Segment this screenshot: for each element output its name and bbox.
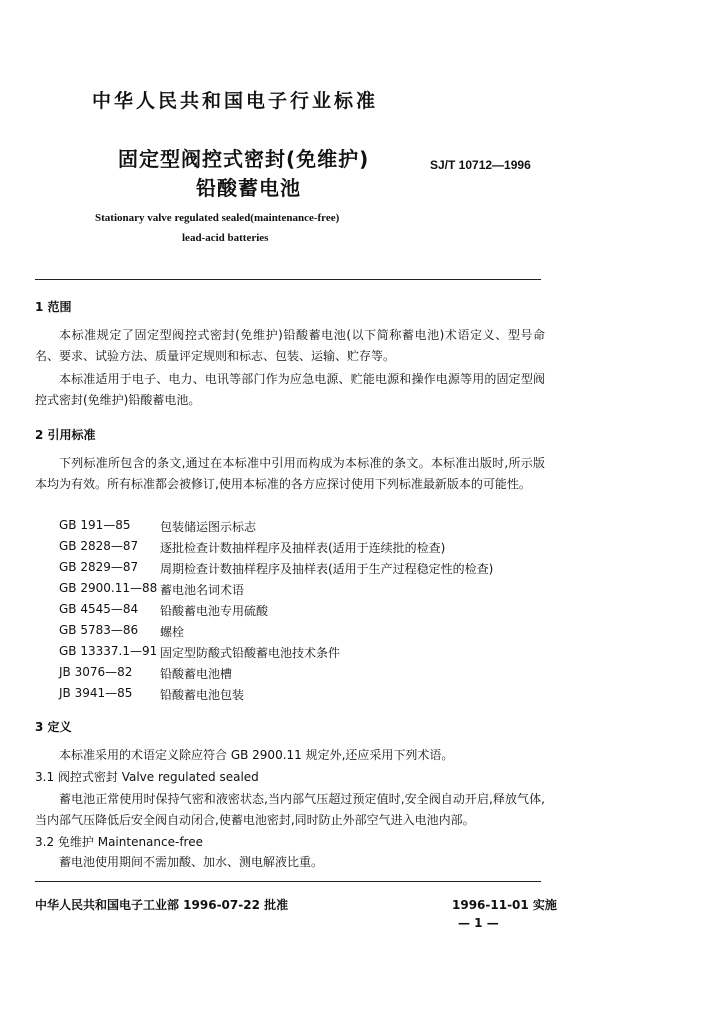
- section-1-para-1: 本标准规定了固定型阀控式密封(免维护)铅酸蓄电池(以下简称蓄电池)术语定义、型号命名、要求、试验方法、质量评定规则和标志、包装、运输、贮存等。: [35, 328, 545, 363]
- approval-date: 中华人民共和国电子工业部 1996-07-22 批准: [35, 898, 289, 912]
- organization-title: 中华人民共和国电子行业标准: [92, 90, 379, 112]
- ref-title: 铅酸蓄电池包装: [160, 688, 245, 702]
- ref-code: GB 2828—87: [59, 539, 139, 553]
- effective-date: 1996-11-01 实施: [452, 898, 557, 912]
- ref-code: GB 2829—87: [59, 560, 139, 574]
- ref-title: 固定型防酸式铅酸蓄电池技术条件: [160, 646, 341, 660]
- ref-code: JB 3076—82: [59, 665, 133, 679]
- subsection-3-2-text: 蓄电池使用期间不需加酸、加水、测电解液比重。: [59, 855, 324, 869]
- english-title-line1: Stationary valve regulated sealed(maintenance-free): [95, 212, 340, 224]
- subsection-3-1-heading: 3.1 阀控式密封 Valve regulated sealed: [35, 770, 259, 784]
- ref-code: GB 191—85: [59, 518, 131, 532]
- section-2-heading: 2 引用标准: [35, 428, 96, 442]
- page-number: — 1 —: [458, 916, 499, 930]
- subsection-3-2-heading: 3.2 免维护 Maintenance-free: [35, 835, 203, 849]
- standard-code: SJ/T 10712—1996: [430, 158, 531, 172]
- standard-title-line2: 铅酸蓄电池: [196, 176, 301, 200]
- section-1-heading: 1 范围: [35, 300, 72, 314]
- ref-title: 蓄电池名词术语: [160, 583, 245, 597]
- ref-title: 铅酸蓄电池槽: [160, 667, 233, 681]
- standard-title-line1: 固定型阀控式密封(免维护): [118, 147, 370, 171]
- ref-code: GB 2900.11—88: [59, 581, 158, 595]
- ref-title: 铅酸蓄电池专用硫酸: [160, 604, 269, 618]
- english-title-line2: lead-acid batteries: [182, 232, 269, 244]
- section-3-heading: 3 定义: [35, 720, 72, 734]
- ref-code: GB 5783—86: [59, 623, 139, 637]
- ref-code: GB 13337.1—91: [59, 644, 158, 658]
- ref-title: 螺栓: [160, 625, 185, 639]
- footer-divider: [35, 881, 541, 882]
- header-divider: [35, 279, 541, 280]
- section-3-intro: 本标准采用的术语定义除应符合 GB 2900.11 规定外,还应采用下列术语。: [59, 748, 454, 762]
- ref-title: 周期检查计数抽样程序及抽样表(适用于生产过程稳定性的检查): [160, 562, 494, 576]
- ref-code: GB 4545—84: [59, 602, 139, 616]
- section-2-para: 下列标准所包含的条文,通过在本标准中引用而构成为本标准的条文。本标准出版时,所示版本均为有效。所有标准都会被修订,使用本标准的各方应探讨使用下列标准最新版本的可能性。: [35, 456, 545, 491]
- subsection-3-1-text: 蓄电池正常使用时保持气密和液密状态,当内部气压超过预定值时,安全阀自动开启,释放气体,当内部气压降低后安全阀自动闭合,使蓄电池密封,同时防止外部空气进入电池内部。: [35, 792, 545, 827]
- ref-title: 包装储运图示标志: [160, 520, 257, 534]
- section-1-para-2: 本标准适用于电子、电力、电讯等部门作为应急电源、贮能电源和操作电源等用的固定型阀控式密封(免维护)铅酸蓄电池。: [35, 372, 545, 407]
- ref-code: JB 3941—85: [59, 686, 133, 700]
- ref-title: 逐批检查计数抽样程序及抽样表(适用于连续批的检查): [160, 541, 446, 555]
